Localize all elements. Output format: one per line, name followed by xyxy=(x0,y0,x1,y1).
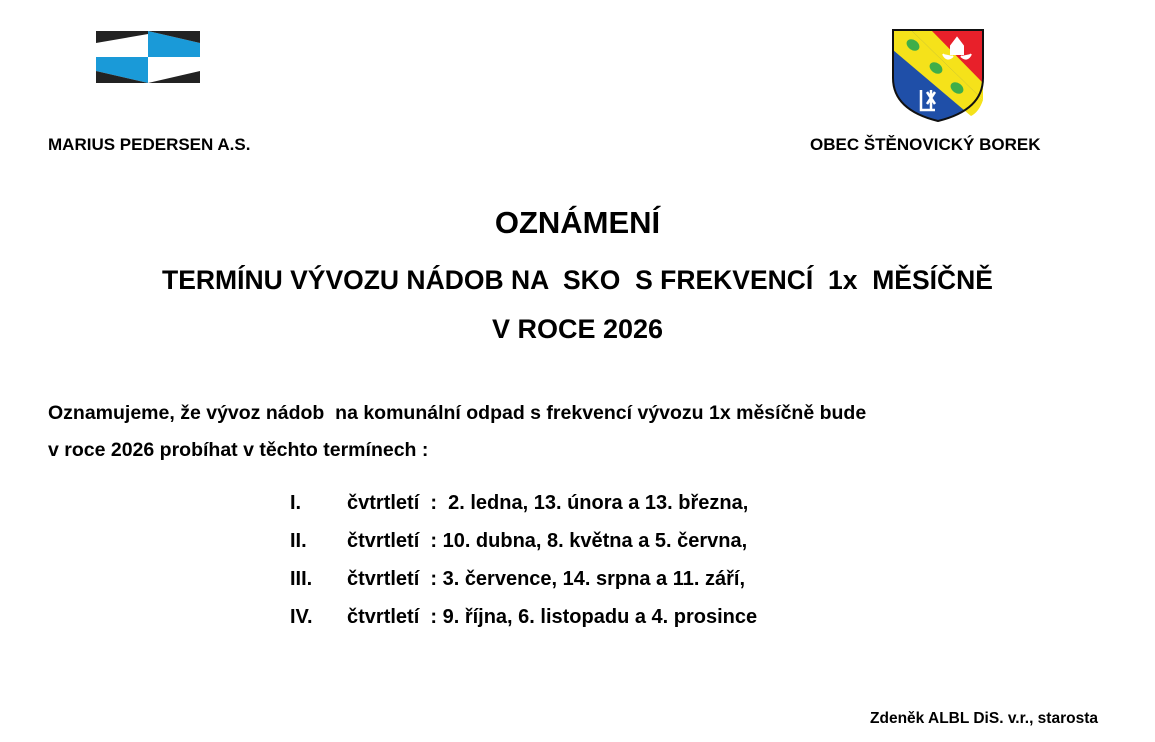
quarter-dates: čtvrtletí : 10. dubna, 8. května a 5. června, xyxy=(347,530,748,552)
quarter-number: IV. xyxy=(290,606,313,628)
quarter-dates: čvtrtletí : 2. ledna, 13. února a 13. března, xyxy=(347,492,749,514)
quarter-dates: čtvrtletí : 9. října, 6. listopadu a 4. prosince xyxy=(347,606,758,628)
marius-pedersen-logo xyxy=(96,31,200,83)
intro-line-1: Oznamujeme, že vývoz nádob na komunální odpad s frekvencí vývozu 1x měsíčně bude xyxy=(48,402,867,424)
intro-line-2: v roce 2026 probíhat v těchto termínech : xyxy=(48,439,429,461)
subtitle: TERMÍNU VÝVOZU NÁDOB NA SKO S FREKVENCÍ 1x MĚSÍČNĚ xyxy=(162,265,993,295)
quarter-dates: čtvrtletí : 3. července, 14. srpna a 11. září, xyxy=(347,568,745,590)
title: OZNÁMENÍ xyxy=(494,205,661,240)
right-organization: OBEC ŠTĚNOVICKÝ BOREK xyxy=(810,135,1041,154)
quarter-number: III. xyxy=(290,568,313,590)
year-line: V ROCE 2026 xyxy=(491,314,664,344)
coat-of-arms xyxy=(891,28,985,123)
quarter-number: II. xyxy=(290,530,307,552)
left-organization: MARIUS PEDERSEN A.S. xyxy=(48,135,251,154)
quarter-number: I. xyxy=(290,492,302,514)
signature: Zdeněk ALBL DiS. v.r., starosta xyxy=(870,710,1098,727)
